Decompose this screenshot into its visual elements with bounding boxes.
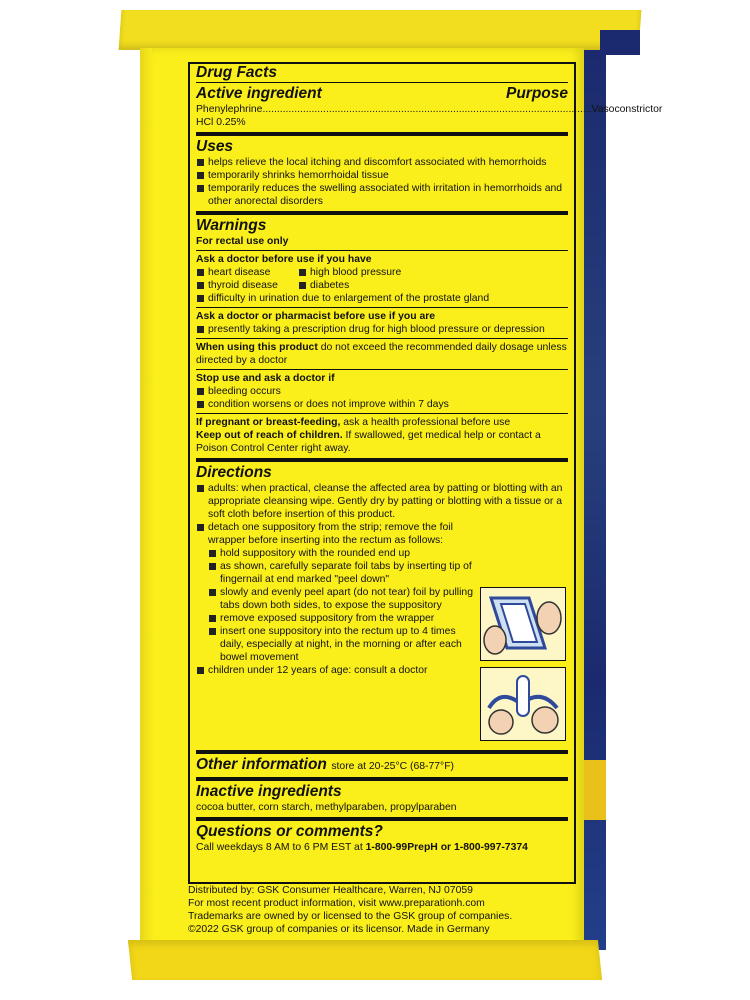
box-side-tab [584, 760, 606, 820]
list-item: temporarily reduces the swelling associated with irritation in hemorrhoids and other anorectal disorders [196, 182, 568, 208]
list-item: adults: when practical, cleanse the affected area by patting or blotting with an appropriate cleansing wipe. Gently dry by patting or blotting with a tissue or a soft cloth before insertion of this product. [196, 482, 568, 521]
list-item: detach one suppository from the strip; remove the foil wrapper before inserting into the rectum as follows: [196, 521, 480, 547]
questions-section [196, 817, 568, 857]
other-info-section [196, 750, 568, 777]
inactive-header: Inactive ingredients [196, 783, 342, 800]
insert-suppository-illustration [480, 667, 566, 741]
list-item: thyroid disease [196, 279, 298, 292]
when-using-title: When using this product [196, 342, 318, 353]
inactive-section [196, 777, 568, 817]
uses-section [196, 132, 568, 211]
list-item: hold suppository with the rounded end up [208, 547, 480, 560]
inactive-text: cocoa butter, corn starch, methylparaben, propylparaben [196, 802, 457, 813]
warnings-section [196, 211, 568, 458]
ask-pharmacist-title: Ask a doctor or pharmacist before use if you are [196, 311, 436, 322]
drug-facts-title: Drug Facts [196, 64, 277, 81]
rectal-use-note: For rectal use only [196, 236, 289, 247]
drug-facts-panel [188, 62, 663, 884]
list-item: insert one suppository into the rectum up to 4 times daily, especially at night, in the morning or after each bowel movement [208, 625, 480, 664]
footer-line: For most recent product information, visit www.preparationh.com [188, 898, 485, 909]
warnings-header: Warnings [196, 217, 267, 234]
stop-use-title: Stop use and ask a doctor if [196, 373, 335, 384]
box-top-edge [600, 30, 640, 55]
pregnant-text: ask a health professional before use [343, 417, 511, 428]
peel-foil-illustration [480, 587, 566, 661]
list-item: heart disease [196, 266, 298, 279]
directions-header: Directions [196, 464, 272, 481]
ingredient-row [196, 103, 663, 129]
box-bottom-flap [128, 940, 602, 980]
children-text: If swallowed, get medical help or contact a Poison Control Center right away. [196, 430, 541, 454]
list-item: slowly and evenly peel apart (do not tear) foil by pulling tabs down both sides, to expose the suppository [208, 586, 480, 612]
questions-header: Questions or comments? [196, 823, 383, 840]
ask-doctor-title: Ask a doctor before use if you have [196, 254, 372, 265]
list-item: helps relieve the local itching and discomfort associated with hemorrhoids [196, 156, 568, 169]
active-ingredient-header: Active ingredient [196, 85, 322, 102]
list-item: diabetes [298, 279, 349, 292]
list-item: high blood pressure [298, 266, 401, 279]
uses-header: Uses [196, 138, 234, 155]
purpose-header: Purpose [505, 85, 568, 102]
footer-line: Distributed by: GSK Consumer Healthcare, Warren, NJ 07059 [188, 885, 473, 896]
ingredient-purpose: Vasoconstrictor [591, 104, 663, 115]
list-item: as shown, carefully separate foil tabs by inserting tip of fingernail at end marked "peel down" [208, 560, 480, 586]
list-item: temporarily shrinks hemorrhoidal tissue [196, 169, 568, 182]
list-item: children under 12 years of age: consult a doctor [196, 664, 480, 677]
leader-dots: .................................................................................................................. [262, 104, 592, 115]
questions-phones: 1-800-99PrepH or 1-800-997-7374 [365, 842, 528, 853]
ingredient-name: Phenylephrine HCl 0.25% [196, 104, 263, 128]
list-item: difficulty in urination due to enlargement of the prostate gland [196, 292, 568, 305]
distributor-footer [188, 884, 568, 936]
box-top-flap [119, 10, 642, 50]
list-item: bleeding occurs [196, 385, 568, 398]
pregnant-title: If pregnant or breast-feeding, [196, 417, 341, 428]
when-using-text: do not exceed the recommended daily dosage unless directed by a doctor [196, 342, 567, 366]
questions-text: Call weekdays 8 AM to 6 PM EST at [196, 842, 363, 853]
other-info-text: store at 20-25°C (68-77°F) [331, 761, 455, 772]
children-title: Keep out of reach of children. [196, 430, 343, 441]
directions-section [196, 458, 568, 750]
footer-line: ©2022 GSK group of companies or its licensor. Made in Germany [188, 924, 490, 935]
illustrations [480, 521, 568, 747]
footer-line: Trademarks are owned by or licensed to the GSK group of companies. [188, 911, 513, 922]
list-item: presently taking a prescription drug for high blood pressure or depression [196, 323, 568, 336]
other-info-header: Other information [196, 756, 327, 773]
list-item: remove exposed suppository from the wrapper [208, 612, 480, 625]
list-item: condition worsens or does not improve within 7 days [196, 398, 568, 411]
